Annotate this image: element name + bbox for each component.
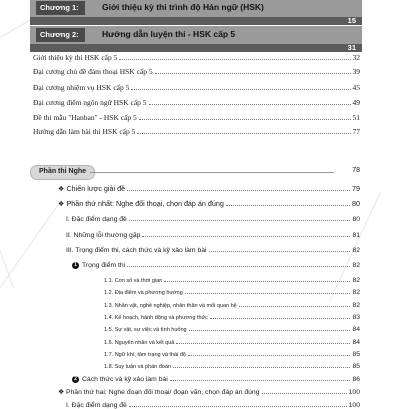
leader-dots	[210, 311, 351, 319]
toc-entry-page: 51	[352, 113, 360, 122]
section-label: Phần thi Nghe	[30, 165, 95, 180]
toc-entry-label: Đại cương chủ đề đàm thoại HSK cấp 5	[33, 67, 153, 76]
toc-entry-label: 1.2. Địa điểm và phương hướng	[104, 290, 183, 297]
leader-dots	[131, 82, 350, 90]
leader-dots	[127, 259, 350, 267]
toc-entry[interactable]	[104, 360, 360, 370]
toc-entry-label: Hướng dẫn làm bài thi HSK cấp 5	[33, 127, 136, 136]
toc-entry-label	[72, 376, 168, 383]
toc-entry[interactable]	[104, 336, 360, 346]
section-page: 78	[352, 167, 360, 174]
toc-entry-text: Trọng điểm thi	[82, 262, 126, 269]
toc-entry-page: 100	[348, 389, 360, 397]
toc-entry-label: Đề thi mẫu "Hanban" - HSK cấp 5	[33, 113, 137, 122]
toc-entry-page: 45	[352, 83, 360, 92]
toc-entry-page: 82	[352, 301, 360, 309]
toc-entry-label: Giới thiệu kỳ thi HSK cấp 5	[33, 53, 118, 62]
toc-entry[interactable]	[104, 311, 360, 321]
toc-entry-label: 1.1. Con số và thời gian	[104, 278, 163, 284]
toc-entry[interactable]	[72, 373, 360, 383]
section-divider	[90, 172, 334, 173]
toc-entry[interactable]	[33, 97, 360, 107]
toc-entry-page: 49	[352, 98, 360, 107]
toc-entry-label: Đại cương điểm ngôn ngữ HSK cấp 5	[33, 98, 147, 107]
toc-entry-label: III. Trọng điểm thi, cách thức và kỹ xảo làm bài	[66, 247, 207, 254]
toc-entry-page: 39	[352, 67, 360, 76]
toc-entry-label: 1.8. Suy luận và phán đoán	[104, 364, 171, 371]
leader-dots	[139, 112, 351, 120]
toc-entry[interactable]	[72, 259, 360, 269]
toc-entry-page: 79	[352, 184, 360, 193]
toc-entry-label: II. Những lỗi thường gặp	[66, 232, 141, 239]
leader-dots	[170, 373, 351, 381]
toc-entry-page: 80	[352, 216, 360, 223]
leader-dots	[262, 386, 347, 394]
leader-dots	[129, 399, 347, 407]
toc-entry-page: 81	[352, 232, 360, 239]
leader-dots	[176, 336, 350, 344]
toc-entry-label: 1.7. Ngữ khí, tâm trạng và thái độ	[104, 351, 186, 358]
background-decoration	[0, 199, 62, 331]
leader-dots	[137, 126, 350, 134]
leader-dots	[155, 66, 351, 74]
toc-entry-text: Cách thức và kỹ xảo làm bài	[82, 376, 168, 384]
leader-dots	[173, 360, 350, 368]
leader-dots	[119, 52, 350, 60]
toc-entry-label	[72, 262, 125, 269]
toc-entry[interactable]	[33, 66, 360, 76]
toc-entry-page: 82	[352, 289, 360, 297]
toc-entry[interactable]	[66, 213, 360, 223]
toc-entry-label: Đại cương nhiệm vụ HSK cấp 5	[33, 83, 130, 92]
leader-dots	[185, 286, 351, 294]
chapter-2-page: 31	[347, 43, 356, 52]
toc-entry-page: 84	[352, 326, 360, 334]
toc-entry-page: 100	[348, 402, 360, 409]
leader-dots	[127, 183, 350, 191]
toc-entry[interactable]	[58, 386, 360, 396]
toc-entry-page: 82	[352, 247, 360, 254]
toc-entry[interactable]	[33, 82, 360, 92]
toc-entry-label: 1.6. Nguyên nhân và kết quả	[104, 339, 175, 346]
toc-entry[interactable]	[58, 198, 360, 208]
leader-dots	[188, 348, 350, 356]
toc-entry-page: 84	[352, 338, 360, 346]
leader-dots	[164, 274, 350, 282]
toc-entry[interactable]	[104, 274, 360, 284]
toc-entry[interactable]	[33, 112, 360, 122]
toc-entry-label: I. Đặc điểm dạng đề	[66, 402, 127, 409]
toc-entry-page: 80	[352, 199, 360, 208]
chapter-2-label: Chương 2:	[36, 28, 85, 42]
leader-dots	[239, 299, 351, 307]
toc-entry-label: 1.4. Kế hoạch, hành động và phương thức	[104, 314, 208, 321]
toc-entry[interactable]	[66, 229, 360, 239]
toc-entry[interactable]	[33, 126, 360, 136]
leader-dots	[129, 213, 351, 221]
toc-entry-page: 32	[352, 53, 360, 62]
toc-entry-page: 83	[352, 313, 360, 321]
number-bullet-icon: 1	[72, 262, 79, 269]
toc-entry[interactable]	[104, 299, 360, 309]
toc-entry-page: 86	[352, 376, 360, 384]
toc-entry[interactable]	[58, 183, 360, 193]
chapter-2-title: Hướng dẫn luyện thi - HSK cấp 5	[102, 29, 236, 39]
toc-entry-label: ❖ Chiến lược giải đề	[58, 184, 126, 193]
leader-dots	[149, 97, 351, 105]
toc-entry-page: 85	[352, 350, 360, 358]
toc-entry[interactable]	[104, 286, 360, 296]
toc-entry-label: 1.3. Nhân vật, nghề nghiệp, nhân thân và mối quan hệ	[104, 302, 237, 309]
number-bullet-icon: 2	[72, 376, 79, 383]
toc-entry-label: ❖ Phần thứ hai: Nghe đoạn đối thoại/ đoạn văn, chọn đáp án đúng	[58, 389, 260, 397]
section-listening[interactable]	[30, 165, 360, 178]
leader-dots	[189, 323, 351, 331]
leader-dots	[226, 198, 350, 206]
toc-entry-label: ❖ Phần thứ nhất: Nghe đối thoại, chọn đáp án đúng	[58, 199, 224, 208]
chapter-1-title: Giới thiệu kỳ thi trình độ Hán ngữ (HSK)	[102, 2, 264, 12]
leader-dots	[142, 229, 350, 237]
toc-entry-label: 1.5. Sự vật, sự việc và tình huống	[104, 327, 187, 334]
toc-entry[interactable]	[66, 399, 360, 409]
toc-entry[interactable]	[33, 52, 360, 62]
toc-entry[interactable]	[104, 348, 360, 358]
toc-entry-label: I. Đặc điểm dạng đề	[66, 216, 127, 223]
toc-entry-page: 82	[352, 277, 360, 284]
chapter-1-label: Chương 1:	[36, 1, 85, 15]
toc-entry[interactable]	[104, 323, 360, 333]
toc-entry-page: 85	[352, 363, 360, 371]
chapter-1-bar[interactable]	[30, 0, 362, 25]
chapter-1-page: 15	[347, 16, 356, 25]
toc-entry-page: 77	[352, 127, 360, 136]
toc-entry[interactable]	[66, 244, 360, 254]
leader-dots	[209, 244, 351, 252]
chapter-2-bar[interactable]	[30, 26, 362, 52]
toc-entry-page: 82	[352, 262, 360, 269]
